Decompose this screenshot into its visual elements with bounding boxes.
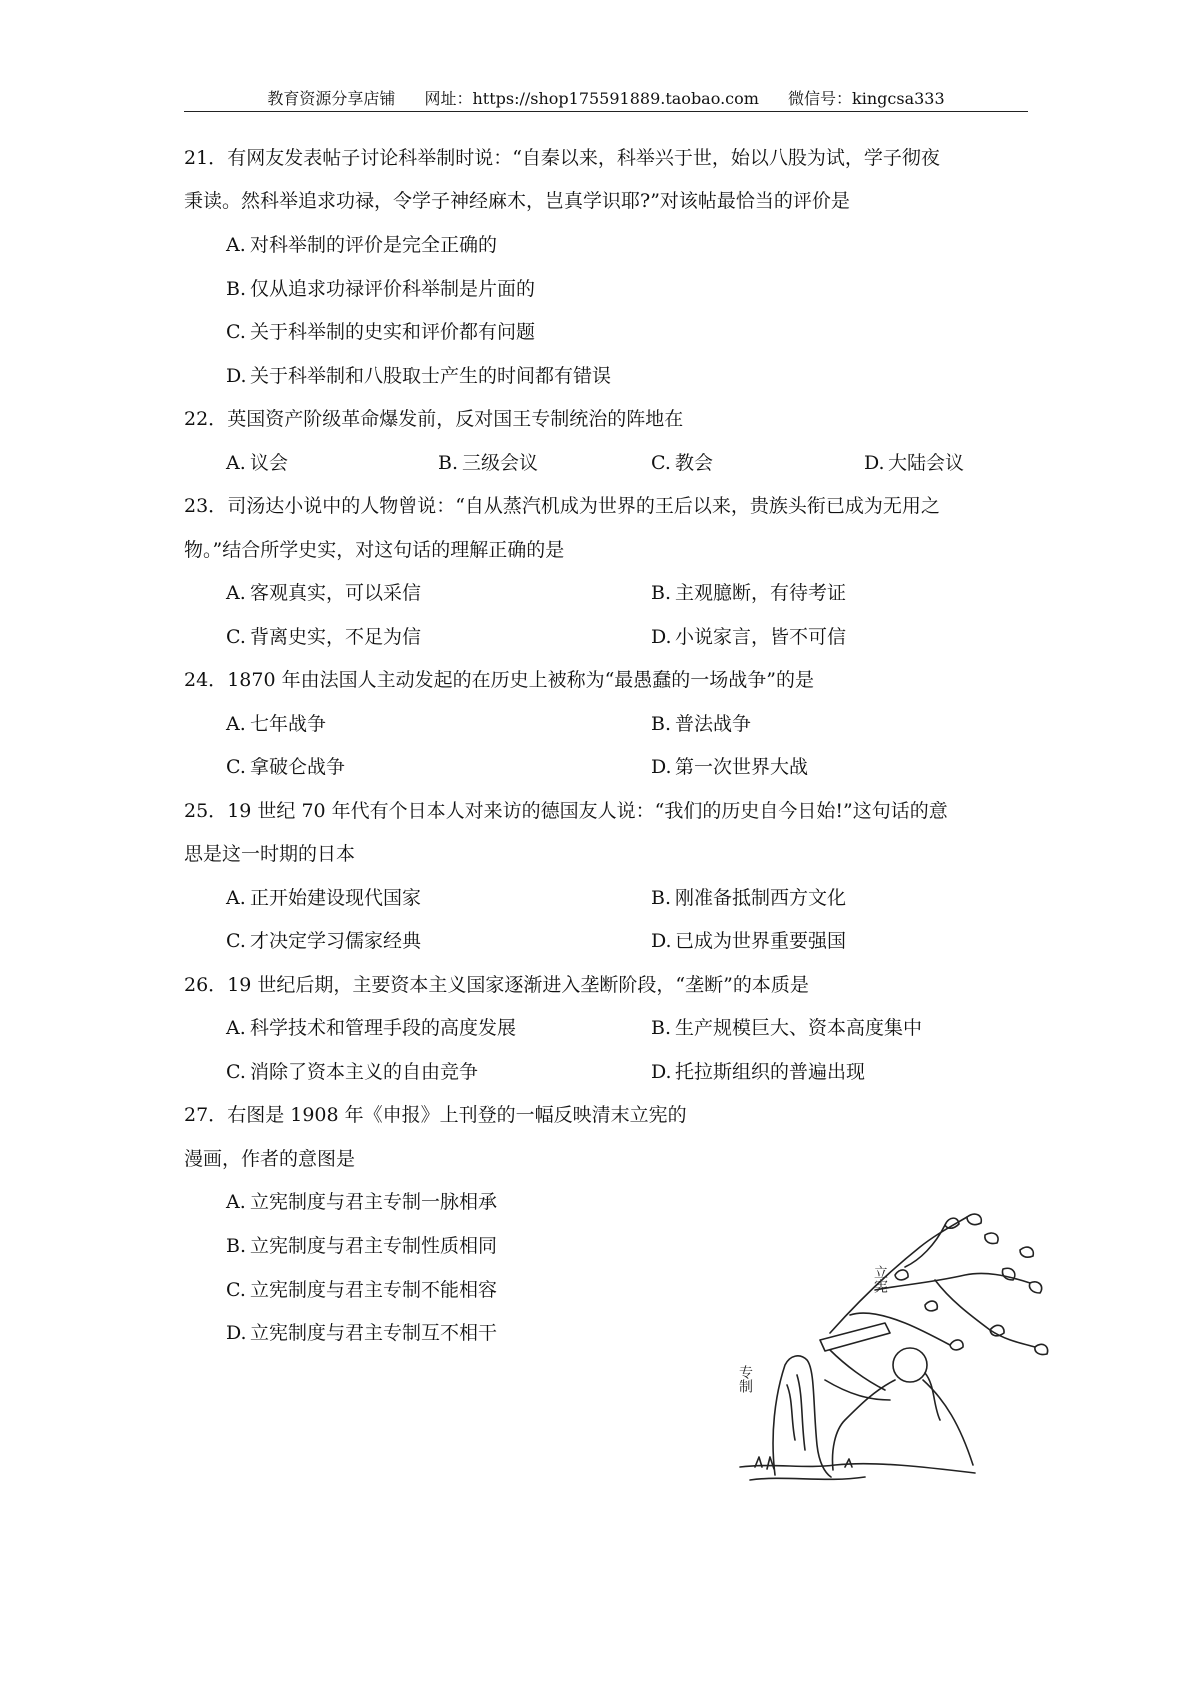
question-26-option-a[interactable] — [226, 1016, 516, 1040]
graft-stick — [820, 1323, 890, 1351]
tree-branch — [905, 1225, 945, 1267]
option-label: D. — [651, 626, 672, 648]
option-label: D. — [226, 365, 247, 387]
option-text: 大陆会议 — [888, 452, 965, 474]
man-body — [833, 1380, 896, 1470]
option-label: C. — [226, 626, 246, 648]
question-26-option-b[interactable] — [651, 1016, 922, 1040]
leaf — [1020, 1247, 1033, 1257]
option-text: 教会 — [675, 452, 714, 474]
option-label: B. — [651, 887, 672, 909]
man-head — [893, 1348, 927, 1382]
man-back — [923, 1380, 973, 1465]
option-label: D. — [864, 452, 885, 474]
leaf — [895, 1270, 908, 1280]
question-21-option-b[interactable] — [226, 277, 535, 301]
option-text: 正开始建设现代国家 — [250, 887, 422, 909]
option-text: 主观臆断，有待考证 — [675, 582, 847, 604]
question-24-stem — [184, 668, 814, 692]
option-text: 立宪制度与君主专制性质相同 — [250, 1235, 498, 1257]
ground — [750, 1477, 865, 1480]
option-text: 生产规模巨大、资本高度集中 — [675, 1017, 923, 1039]
question-26-stem — [184, 973, 809, 997]
grass — [755, 1457, 852, 1469]
option-text: 消除了资本主义的自由竞争 — [250, 1061, 479, 1083]
question-25-stem-line-2: 思是这一时期的日本 — [184, 843, 356, 865]
question-24-option-b[interactable] — [651, 712, 751, 736]
question-number: 23． — [184, 495, 228, 517]
option-label: A. — [226, 582, 246, 604]
leaf — [1035, 1344, 1048, 1354]
option-label: B. — [651, 1017, 672, 1039]
question-number: 26． — [184, 974, 228, 996]
option-text: 才决定学习儒家经典 — [250, 930, 422, 952]
option-label: B. — [651, 713, 672, 735]
option-text: 科学技术和管理手段的高度发展 — [250, 1017, 517, 1039]
header-shop: 教育资源分享店铺 — [267, 89, 396, 108]
question-22-option-d[interactable] — [864, 451, 964, 475]
leaf — [925, 1301, 937, 1311]
question-25-option-b[interactable] — [651, 886, 846, 910]
question-stem-text: 司汤达小说中的人物曾说：“自从蒸汽机成为世界的王后以来，贵族头衔已成为无用之 — [227, 495, 940, 517]
question-23-option-b[interactable] — [651, 581, 846, 605]
option-text: 关于科举制的史实和评价都有问题 — [250, 321, 536, 343]
option-text: 立宪制度与君主专制互不相干 — [250, 1322, 498, 1344]
leaf — [1029, 1282, 1041, 1293]
option-label: D. — [651, 1061, 672, 1083]
option-text: 客观真实，可以采信 — [250, 582, 422, 604]
question-stem-text: 19 世纪 70 年代有个日本人对来访的德国友人说：“我们的历史自今日始!”这句话的意 — [227, 800, 948, 822]
option-text: 第一次世界大战 — [675, 756, 809, 778]
man-arm — [830, 1350, 885, 1390]
option-label: C. — [226, 1061, 246, 1083]
question-25-option-d[interactable] — [651, 929, 846, 953]
question-27-stem-line-2: 漫画，作者的意图是 — [184, 1148, 356, 1170]
label-constitution: 立宪 — [872, 1265, 888, 1293]
option-text: 议会 — [250, 452, 289, 474]
tree-branch — [875, 1273, 1030, 1290]
question-23-option-d[interactable] — [651, 625, 846, 649]
option-label: C. — [651, 452, 671, 474]
option-label: D. — [651, 756, 672, 778]
option-label: C. — [226, 930, 246, 952]
option-text: 已成为世界重要强国 — [675, 930, 847, 952]
question-21-option-c[interactable] — [226, 320, 535, 344]
question-22-option-b[interactable] — [438, 451, 538, 475]
label-despotism: 专制 — [737, 1365, 753, 1393]
option-label: B. — [226, 278, 247, 300]
question-27-option-b[interactable] — [226, 1234, 497, 1258]
question-stem-text: 有网友发表帖子讨论科举制时说：“自秦以来，科举兴于世，始以八股为试，学子彻夜 — [227, 147, 940, 169]
question-22-stem — [184, 407, 683, 431]
question-22-option-c[interactable] — [651, 451, 713, 475]
header-wechat: 微信号：kingcsa333 — [788, 89, 945, 108]
question-26-option-c[interactable] — [226, 1060, 478, 1084]
question-27-option-a[interactable] — [226, 1190, 497, 1214]
question-21-stem-line-2: 秉读。然科举追求功禄，令学子神经麻木，岂真学识耶?”对该帖最恰当的评价是 — [184, 190, 850, 212]
option-text: 立宪制度与君主专制不能相容 — [250, 1279, 498, 1301]
option-label: B. — [438, 452, 459, 474]
option-label: B. — [651, 582, 672, 604]
question-25-option-a[interactable] — [226, 886, 421, 910]
question-27-stem-line-1 — [184, 1103, 687, 1127]
question-23-option-c[interactable] — [226, 625, 421, 649]
option-text: 普法战争 — [675, 713, 752, 735]
header-url: 网址：https://shop175591889.taobao.com — [424, 89, 759, 108]
question-22-option-a[interactable] — [226, 451, 288, 475]
question-21-option-a[interactable] — [226, 233, 497, 257]
option-text: 仅从追求功禄评价科举制是片面的 — [250, 278, 536, 300]
question-stem-text: 19 世纪后期，主要资本主义国家逐渐进入垄断阶段，“垄断”的本质是 — [227, 974, 809, 996]
option-text: 七年战争 — [250, 713, 327, 735]
leaf — [985, 1233, 998, 1244]
question-number: 24． — [184, 669, 228, 691]
leaf — [950, 1340, 963, 1350]
option-label: A. — [226, 887, 246, 909]
option-label: C. — [226, 756, 246, 778]
question-27-option-c[interactable] — [226, 1278, 497, 1302]
option-label: B. — [226, 1235, 247, 1257]
question-21-option-d[interactable] — [226, 364, 611, 388]
question-24-option-d[interactable] — [651, 755, 808, 779]
option-label: A. — [226, 713, 246, 735]
question-25-stem-line-1 — [184, 799, 948, 823]
tree-branch — [935, 1280, 1035, 1347]
option-text: 刚准备抵制西方文化 — [675, 887, 847, 909]
option-label: A. — [226, 1017, 246, 1039]
question-27-option-d[interactable] — [226, 1321, 497, 1345]
option-label: C. — [226, 1279, 246, 1301]
option-label: A. — [226, 1191, 246, 1213]
option-text: 立宪制度与君主专制一脉相承 — [250, 1191, 498, 1213]
option-text: 托拉斯组织的普遍出现 — [675, 1061, 866, 1083]
question-25-option-c[interactable] — [226, 929, 421, 953]
option-text: 对科举制的评价是完全正确的 — [250, 234, 498, 256]
question-stem-text: 右图是 1908 年《申报》上刊登的一幅反映清末立宪的 — [227, 1104, 687, 1126]
man-arm — [825, 1380, 890, 1400]
question-23-stem-line-1 — [184, 494, 940, 518]
question-23-stem-line-2: 物。”结合所学史实，对这句话的理解正确的是 — [184, 539, 565, 561]
question-number: 22． — [184, 408, 228, 430]
option-label: C. — [226, 321, 246, 343]
option-label: D. — [226, 1322, 247, 1344]
option-text: 关于科举制和八股取士产生的时间都有错误 — [250, 365, 612, 387]
option-text: 三级会议 — [462, 452, 539, 474]
question-number: 25． — [184, 800, 228, 822]
question-number: 21． — [184, 147, 228, 169]
tree-stump-grain — [797, 1375, 805, 1450]
option-label: A. — [226, 452, 246, 474]
leaf — [967, 1214, 981, 1224]
constitution-cartoon-illustration — [735, 1205, 1065, 1495]
option-label: A. — [226, 234, 246, 256]
question-23-option-a[interactable] — [226, 581, 421, 605]
question-number: 27． — [184, 1104, 228, 1126]
question-26-option-d[interactable] — [651, 1060, 865, 1084]
option-label: D. — [651, 930, 672, 952]
option-text: 拿破仑战争 — [250, 756, 346, 778]
option-text: 小说家言，皆不可信 — [675, 626, 847, 648]
question-stem-text: 1870 年由法国人主动发起的在历史上被称为“最愚蠢的一场战争”的是 — [227, 669, 815, 691]
tree-stump-grain — [787, 1385, 795, 1440]
question-21-stem-line-1 — [184, 146, 940, 170]
question-24-option-c[interactable] — [226, 755, 345, 779]
question-24-option-a[interactable] — [226, 712, 326, 736]
option-text: 背离史实，不足为信 — [250, 626, 422, 648]
question-stem-text: 英国资产阶级革命爆发前，反对国王专制统治的阵地在 — [227, 408, 684, 430]
